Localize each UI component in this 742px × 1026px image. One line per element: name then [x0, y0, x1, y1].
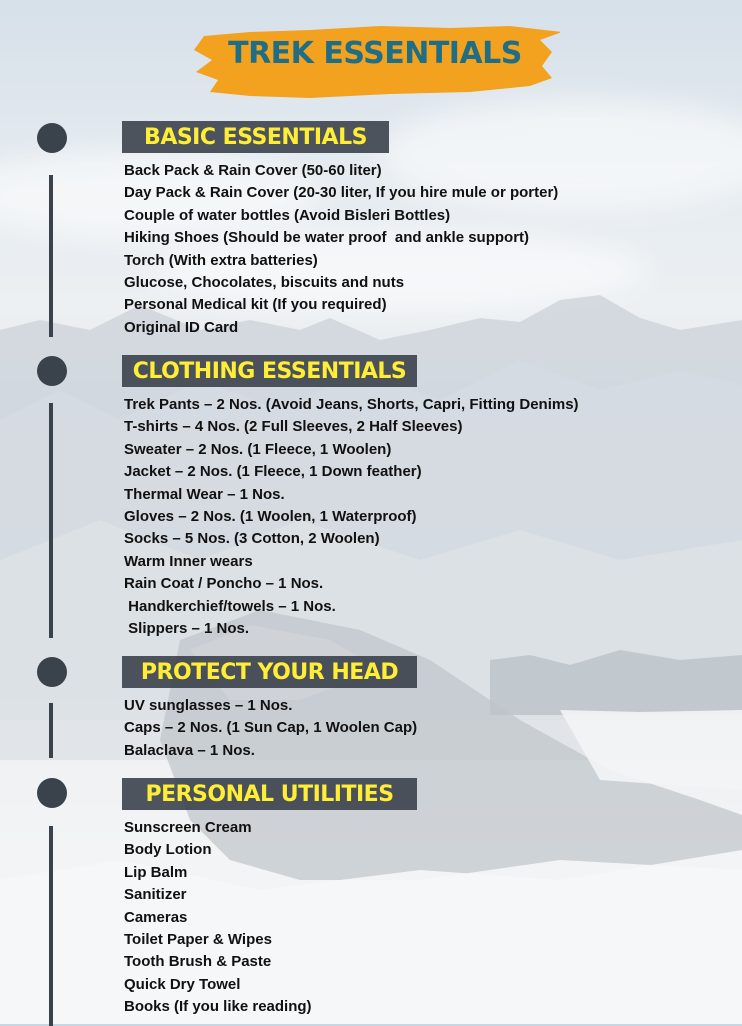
list-item: Quick Dry Towel — [124, 975, 241, 993]
list-item: Tooth Brush & Paste — [124, 953, 272, 971]
clothing-essentials-list — [124, 394, 579, 640]
list-item: UV sunglasses – 1 Nos. — [124, 697, 293, 714]
list-item: Sweater – 2 Nos. (1 Fleece, 1 Woolen) — [124, 440, 392, 458]
list-item: Thermal Wear – 1 Nos. — [124, 485, 285, 503]
list-item: Gloves – 2 Nos. (1 Woolen, 1 Waterproof) — [124, 507, 417, 525]
list-item: Rain Coat / Poncho – 1 Nos. — [124, 575, 324, 593]
list-item: Warm Inner wears — [124, 552, 253, 570]
section-heading-personal-utilities: PERSONAL UTILITIES — [122, 778, 417, 810]
list-item: Original ID Card — [124, 318, 239, 336]
list-item: Toilet Paper & Wipes — [124, 930, 272, 948]
list-item: Socks – 5 Nos. (3 Cotton, 2 Woolen) — [124, 530, 380, 548]
timeline-line-2 — [49, 403, 53, 638]
list-item: Glucose, Chocolates, biscuits and nuts — [124, 273, 405, 291]
list-item: T-shirts – 4 Nos. (2 Full Sleeves, 2 Half Sleeves) — [124, 418, 463, 436]
section-heading-clothing-essentials: CLOTHING ESSENTIALS — [122, 355, 417, 387]
timeline-dot-2 — [37, 356, 67, 386]
list-item: Body Lotion — [124, 841, 212, 859]
list-item: Books (If you like reading) — [124, 998, 312, 1016]
list-item: Sunscreen Cream — [124, 819, 252, 836]
timeline-dot-4 — [37, 778, 67, 808]
protect-your-head-list — [124, 695, 417, 762]
list-item: Sanitizer — [124, 886, 187, 904]
personal-utilities-list — [124, 817, 312, 1019]
list-item: Cameras — [124, 908, 188, 926]
list-item: Slippers – 1 Nos. — [124, 619, 250, 637]
list-item: Caps – 2 Nos. (1 Sun Cap, 1 Woolen Cap) — [124, 719, 418, 737]
basic-essentials-list — [124, 160, 558, 339]
page-title: TREK ESSENTIALS — [228, 36, 522, 71]
timeline-line-4 — [49, 826, 53, 1026]
timeline-dot-1 — [37, 123, 67, 153]
title-banner — [190, 14, 560, 100]
list-item: Torch (With extra batteries) — [124, 251, 318, 269]
timeline-line-1 — [49, 175, 53, 337]
section-heading-basic-essentials: BASIC ESSENTIALS — [122, 121, 389, 153]
list-item: Trek Pants – 2 Nos. (Avoid Jeans, Shorts, Capri, Fitting Denims) — [124, 396, 579, 413]
list-item: Jacket – 2 Nos. (1 Fleece, 1 Down feather) — [124, 463, 422, 481]
list-item: Day Pack & Rain Cover (20-30 liter, If you hire mule or porter) — [124, 184, 559, 202]
list-item: Personal Medical kit (If you required) — [124, 296, 387, 314]
timeline-line-3 — [49, 703, 53, 758]
list-item: Lip Balm — [124, 863, 188, 881]
section-heading-protect-your-head: PROTECT YOUR HEAD — [122, 656, 417, 688]
list-item: Balaclava – 1 Nos. — [124, 741, 255, 759]
timeline-dot-3 — [37, 657, 67, 687]
list-item: Hiking Shoes (Should be water proof and ankle support) — [124, 229, 530, 247]
list-item: Couple of water bottles (Avoid Bisleri Bottles) — [124, 206, 451, 224]
list-item: Handkerchief/towels – 1 Nos. — [124, 597, 336, 615]
list-item: Back Pack & Rain Cover (50-60 liter) — [124, 162, 382, 179]
